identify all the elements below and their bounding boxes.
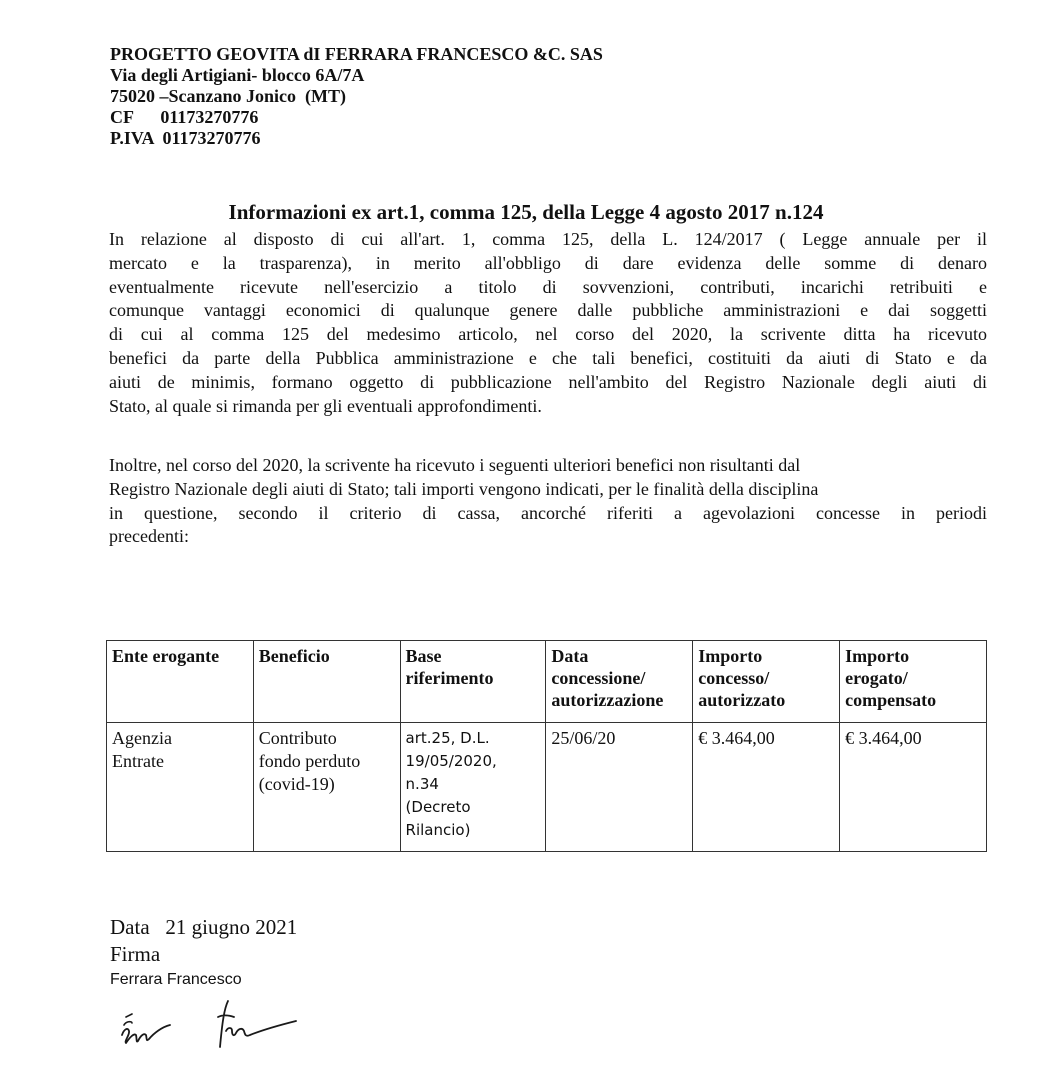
paragraph-line: di cui al comma 125 del medesimo articolo, nel corso del 2020, la scrivente ditta ha ricevuto [109,324,987,345]
handwritten-signature [110,995,310,1059]
paragraph-line: aiuti de minimis, formano oggetto di pubblicazione nell'ambito del Registro Nazionale degli aiuti di [109,371,987,392]
paragraph-line: In relazione al disposto di cui all'art. 1, comma 125, della L. 124/2017 ( Legge annuale per il [109,229,987,249]
signature-stroke [226,1021,296,1036]
paragraph-line: precedenti: [109,526,189,547]
benefits-table [106,640,987,852]
firma-label: Firma [110,942,161,966]
paragraph-line: Registro Nazionale degli aiuti di Stato; tali importi vengono indicati, per le finalità della disciplina [109,478,819,499]
company-city: 75020 –Scanzano Jonico (MT) [110,86,346,106]
header-importo-erogato: Importo erogato/ compensato [840,641,987,723]
company-piva: P.IVA 01173270776 [110,128,261,148]
paragraph-intro [109,228,987,418]
company-cf: CF 01173270776 [110,107,259,127]
signature-stroke [218,1001,234,1047]
table-header-row [107,641,987,723]
paragraph-additional [109,454,987,549]
paragraph-line: eventualmente ricevute nell'esercizio a titolo di sovvenzioni, contributi, incarichi retribuiti e [109,276,987,297]
cell-importo-erogato: € 3.464,00 [840,723,987,852]
cell-importo-concesso: € 3.464,00 [693,723,840,852]
paragraph-line: Stato, al quale si rimanda per gli eventuali approfondimenti. [109,395,542,416]
signature-stroke [122,1025,170,1043]
document-title: Informazioni ex art.1, comma 125, della Legge 4 agosto 2017 n.124 [228,200,824,224]
company-name: PROGETTO GEOVITA dI FERRARA FRANCESCO &C. SAS [110,44,603,64]
cell-data-concessione: 25/06/20 [546,723,693,852]
paragraph-line: Inoltre, nel corso del 2020, la scrivente ha ricevuto i seguenti ulteriori benefici non risultanti dal [109,455,801,475]
signer-name: Ferrara Francesco [110,971,242,988]
paragraph-line: mercato e la trasparenza), in merito all'obbligo di dare evidenza delle somme di denaro [109,252,987,273]
cell-ente-erogante: Agenzia Entrate [107,723,254,852]
company-header [110,44,603,149]
table-row [107,723,987,852]
date-line: Data 21 giugno 2021 [110,915,298,939]
cell-beneficio: Contributo fondo perduto (covid-19) [253,723,400,852]
paragraph-line: benefici da parte della Pubblica amministrazione e che tali benefici, costituiti da aiuti di Stato e da [109,347,987,368]
paragraph-line: in questione, secondo il criterio di cassa, ancorché riferiti a agevolazioni concesse in periodi [109,502,987,523]
header-importo-concesso: Importo concesso/ autorizzato [693,641,840,723]
company-street: Via degli Artigiani- blocco 6A/7A [110,65,365,85]
header-base-riferimento: Base riferimento [400,641,546,723]
header-beneficio: Beneficio [253,641,400,723]
signature-stroke [124,1014,132,1025]
paragraph-line: comunque vantaggi economici di qualunque genere dalle pubbliche amministrazioni e dai soggetti [109,300,987,321]
cell-base-riferimento: art.25, D.L. 19/05/2020, n.34 (Decreto Rilancio) [400,723,546,852]
header-data-concessione: Data concessione/ autorizzazione [546,641,693,723]
header-ente-erogante: Ente erogante [107,641,254,723]
footer [110,914,297,990]
